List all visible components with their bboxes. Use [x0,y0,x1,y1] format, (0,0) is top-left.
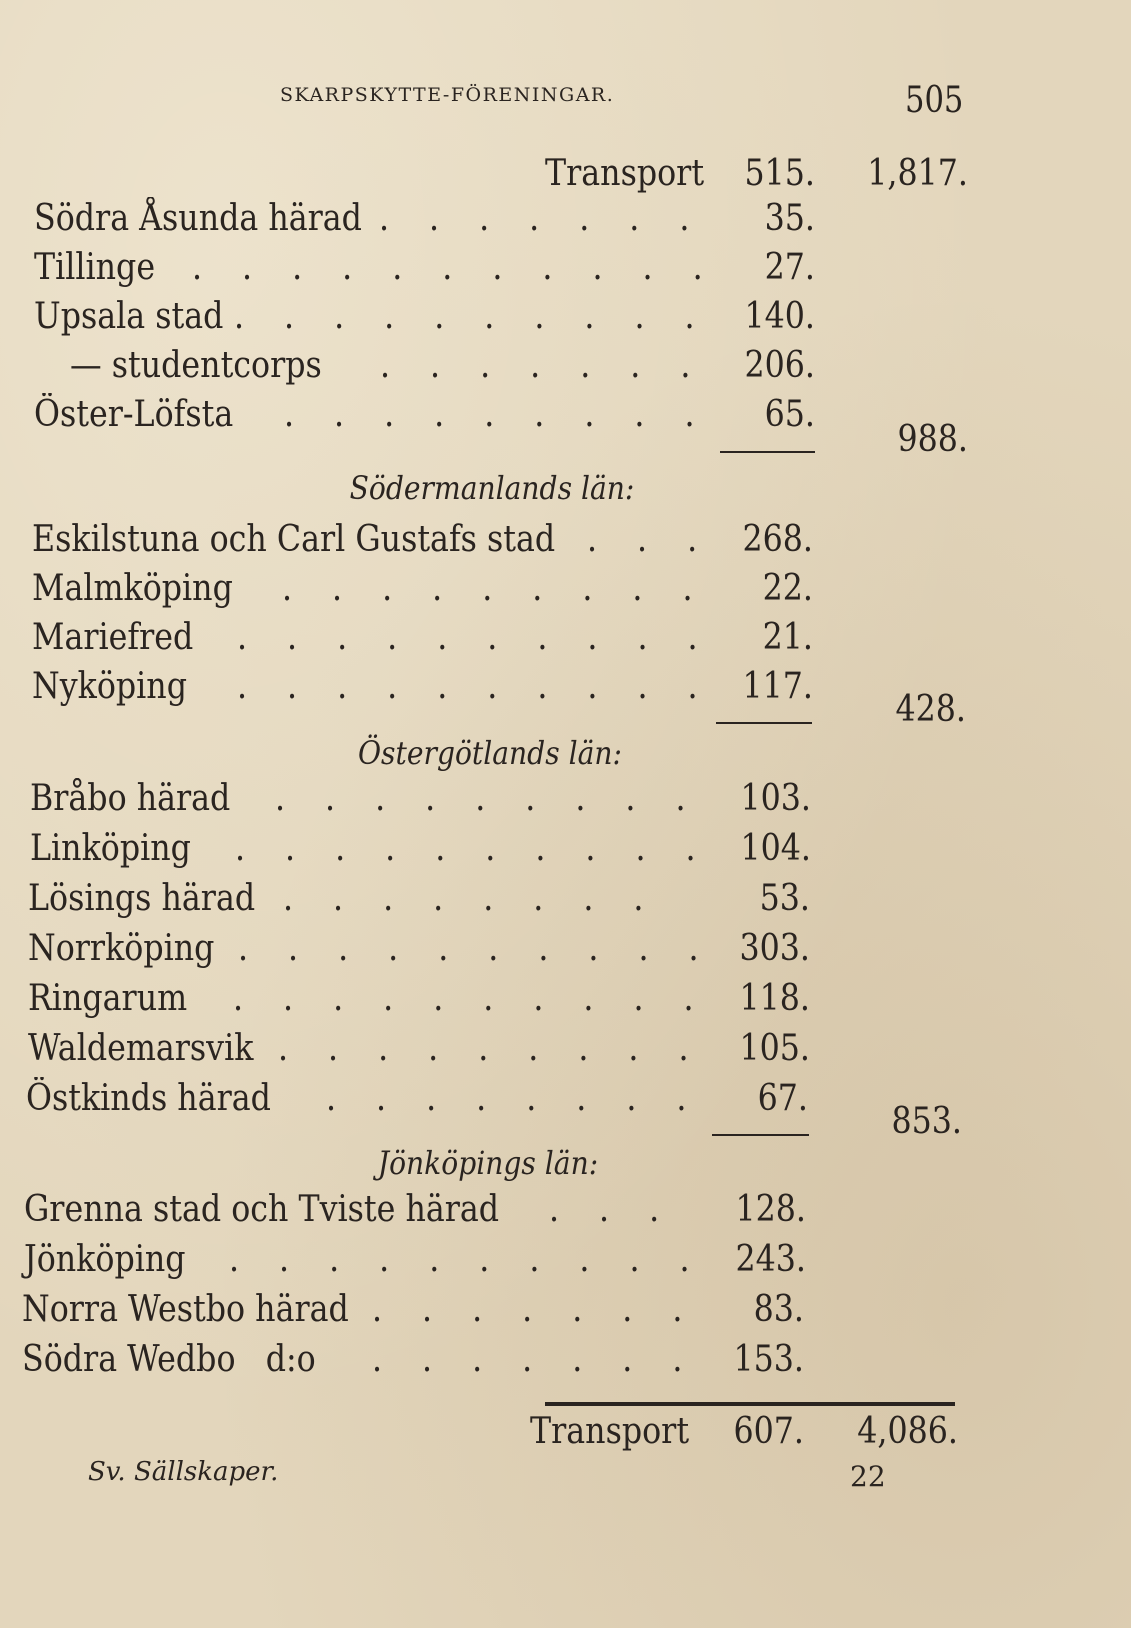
row-value: 21. [762,617,813,658]
row-value: 65. [764,394,815,435]
subtotal-rule [712,1134,809,1136]
list-item: Linköping . . . . . . . . . . [30,828,711,869]
row-value: 118. [739,978,810,1019]
row-value: 140. [744,296,815,337]
list-item: — studentcorps . . . . . . . [70,345,706,386]
row-value: 35. [764,198,815,239]
row-value: 104. [740,828,811,869]
section-heading: Östergötlands län: [357,734,623,772]
list-item: Waldemarsvik . . . . . . . . . [28,1028,704,1069]
list-item: Södra Wedbo d:o . . . . . . . [22,1339,698,1380]
group-subtotal: 853. [891,1101,962,1142]
row-value: 303. [739,928,810,969]
row-value: 103. [740,778,811,819]
list-item: Tillinge . . . . . . . . . . . [34,247,718,288]
transport-total-top: 1,817. [867,153,968,194]
row-value: 105. [739,1028,810,1069]
row-value: 243. [735,1239,806,1280]
total-rule [545,1402,955,1406]
list-item: Ringarum . . . . . . . . . . [28,978,709,1019]
transport-value-bottom: 607. [733,1411,804,1452]
list-item: Norrköping . . . . . . . . . . [28,928,714,969]
transport-total-bottom: 4,086. [857,1411,958,1452]
row-value: 153. [733,1339,804,1380]
subtotal-rule [716,722,812,724]
sheet-number: 22 [850,1460,886,1493]
section-heading: Södermanlands län: [349,469,635,507]
list-item: Södra Åsunda härad . . . . . . . [34,198,705,239]
signature-mark: Sv. Sällskaper. [88,1457,279,1487]
row-value: 67. [757,1078,808,1119]
list-item: Bråbo härad . . . . . . . . . [30,778,701,819]
transport-label: Transport [530,1411,690,1452]
transport-value-top: 515. [744,153,815,194]
subtotal-rule [720,451,815,453]
list-item: Upsala stad . . . . . . . . . . [34,296,710,337]
transport-label: Transport [545,153,705,194]
row-value: 53. [759,878,810,919]
row-value: 22. [762,568,813,609]
list-item: Norra Westbo härad . . . . . . . [22,1289,698,1330]
row-value: 206. [744,345,815,386]
list-item: Lösings härad . . . . . . . . [28,878,659,919]
list-item: Eskilstuna och Carl Gustafs stad . . . [32,519,713,560]
list-item: Jönköping . . . . . . . . . . [24,1239,705,1280]
group-subtotal: 428. [895,689,966,730]
running-header: SKARPSKYTTE-FÖRENINGAR. [280,84,615,106]
row-value: 117. [742,666,813,707]
list-item: Mariefred . . . . . . . . . . [32,617,713,658]
list-item: Öster-Löfsta . . . . . . . . . [34,394,710,435]
row-value: 128. [735,1189,806,1230]
list-item: Grenna stad och Tviste härad . . . [24,1189,675,1230]
page-number: 505 [905,80,964,121]
list-item: Östkinds härad . . . . . . . . [26,1078,702,1119]
row-value: 27. [764,247,815,288]
row-value: 83. [753,1289,804,1330]
group-subtotal: 988. [897,419,968,460]
list-item: Nyköping . . . . . . . . . . [32,666,713,707]
section-heading: Jönköpings län: [377,1144,599,1182]
row-value: 268. [742,519,813,560]
list-item: Malmköping . . . . . . . . . [32,568,708,609]
